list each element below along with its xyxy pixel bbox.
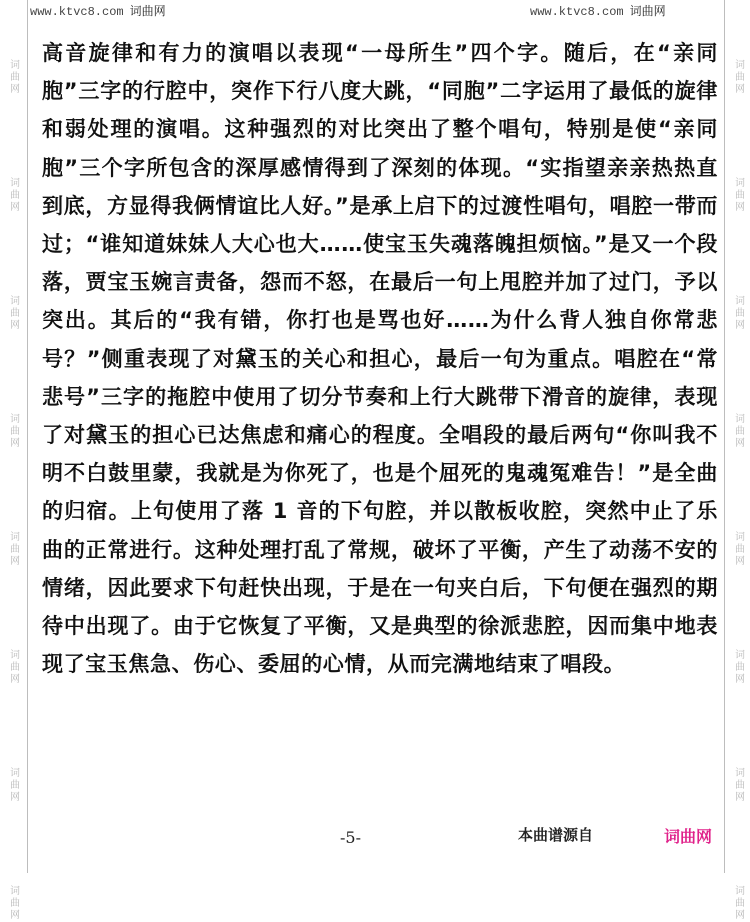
watermark-url-left xyxy=(30,2,166,19)
watermark-site-left: 词曲网 xyxy=(129,4,166,18)
side-watermark-tag: 词 曲 网 xyxy=(735,60,745,95)
right-margin-line xyxy=(724,0,725,873)
page-number: -5- xyxy=(340,828,361,847)
side-watermark-tag: 词 曲 网 xyxy=(10,414,20,449)
side-watermark-tag: 词 曲 网 xyxy=(735,768,745,803)
side-watermark-tag: 词 曲 网 xyxy=(10,178,20,213)
side-watermark-tag: 词 曲 网 xyxy=(735,178,745,213)
side-watermark-tag: 词 曲 网 xyxy=(10,296,20,331)
side-watermark-tag: 词 曲 网 xyxy=(735,296,745,331)
watermark-url-right-text: www.ktvc8.com xyxy=(530,5,624,19)
watermark-url-right xyxy=(530,2,666,19)
side-watermark-tag: 词 曲 网 xyxy=(735,414,745,449)
watermark-url-left-text: www.ktvc8.com xyxy=(30,5,124,19)
side-watermark-tag: 词 曲 网 xyxy=(735,532,745,567)
source-note: 本曲谱源自 xyxy=(518,826,594,844)
brand-logo-text[interactable]: 词曲网 xyxy=(664,827,713,846)
side-watermark-tag: 词 曲 网 xyxy=(10,650,20,685)
watermark-site-right: 词曲网 xyxy=(629,4,666,18)
side-watermark-tag: 词 曲 网 xyxy=(735,886,745,921)
side-watermark-tag: 词 曲 网 xyxy=(735,650,745,685)
commentary-paragraph: 高音旋律和有力的演唱以表现“一母所生”四个字。随后，在“亲同胞”三字的行腔中，突作下行八度大跳，“同胞”二字运用了最低的旋律和弱处理的演唱。这种强烈的对比突出了整个唱句，特别是使“亲同胞”三个字所包含的深厚感情得到了深刻的体现。“实指望亲亲热热直到底，方显得我俩情谊比人好。”是承上启下的过渡性唱句，唱腔一带而过；“谁知道妹妹人大心也大……使宝玉失魂落魄担烦恼。”是又一个段落，贾宝玉婉言责备，怨而不怒，在最后一句上甩腔并加了过门，予以突出。其后的“我有错，你打也是骂也好……为什么背人独自你常悲号？”侧重表现了对黛玉的关心和担心，最后一句为重点。唱腔在“常悲号”三字的拖腔中使用了切分节奏和上行大跳带下滑音的旋律，表现了对黛玉的担心已达焦虑和痛心的程度。全唱段的最后两句“你叫我不明不白鼓里蒙，我就是为你死了，也是个屈死的鬼魂冤难告！”是全曲的归宿。上句使用了落 1 音的下句腔，并以散板收腔，突然中止了乐曲的正常进行。这种处理打乱了常规，破坏了平衡，产生了动荡不安的情绪，因此要求下句赶快出现，于是在一句夹白后，下句便在强烈的期待中出现了。由于它恢复了平衡，又是典型的徐派悲腔，因而集中地表现了宝玉焦急、伤心、委屈的心情，从而完满地结束了唱段。 xyxy=(42,41,718,677)
left-margin-line xyxy=(27,0,28,873)
side-watermark-tag: 词 曲 网 xyxy=(10,60,20,95)
side-watermark-tag: 词 曲 网 xyxy=(10,532,20,567)
side-watermark-tag: 词 曲 网 xyxy=(10,886,20,921)
side-watermark-tag: 词 曲 网 xyxy=(10,768,20,803)
